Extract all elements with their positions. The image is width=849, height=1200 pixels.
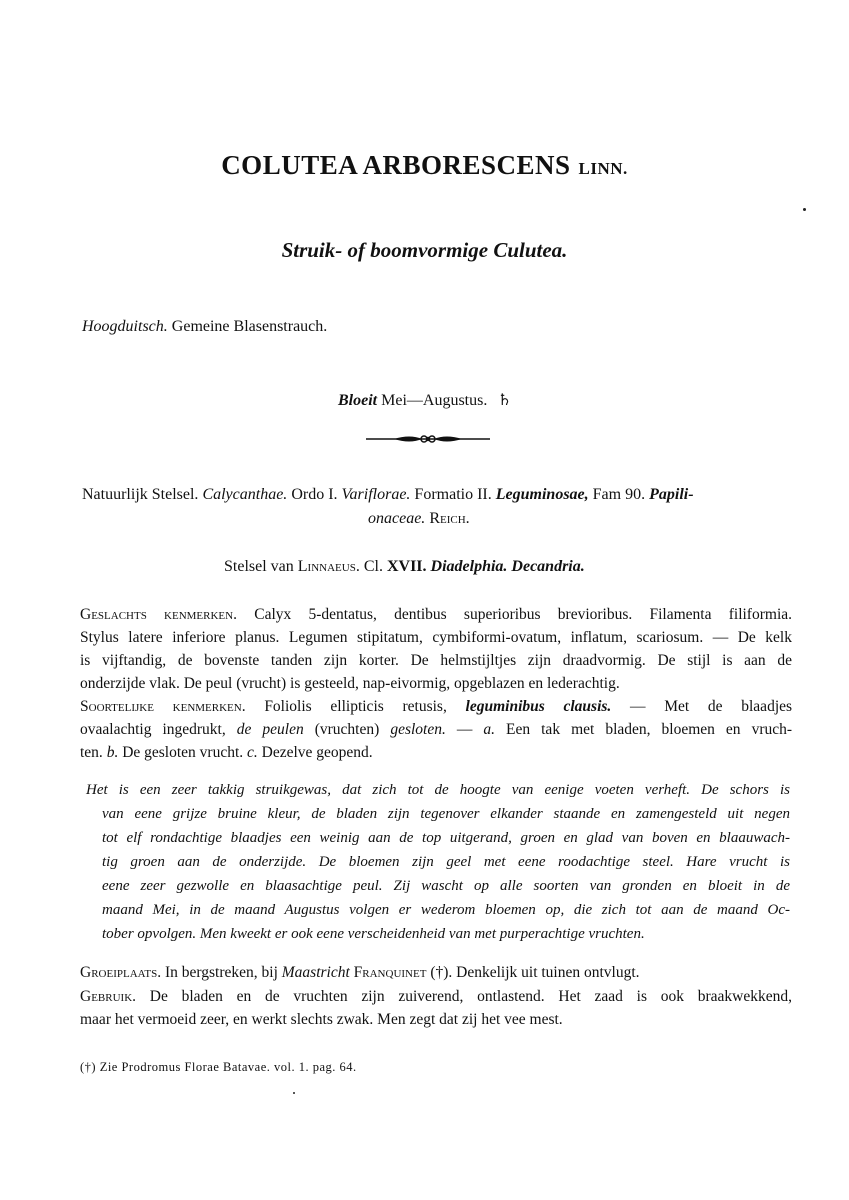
linnaeus-name: Linnaeus. [297,558,360,575]
description-line-2: van eene grijze bruine kleur, de bladen zijn tegenover elkander staande en zamengesteld uit negen [102,806,790,822]
footnote: (†) Zie Prodromus Florae Batavae. vol. 1. pag. 64. [80,1060,357,1074]
description-line-1: Het is een zeer takkig struikgewas, dat zich tot de hoogte van eenige voeten verheft. De schors is [86,782,790,798]
species-text-2g: Een tak met bladen, bloemen en vruch- [506,721,793,738]
fam-label: Fam [592,486,622,503]
german-name-label: Hoogduitsch. [82,318,168,335]
formatio-name: Leguminosae, [495,486,589,503]
figure-ref-c: c. [247,744,258,761]
genus-characters-label: Geslachts kenmerken. [80,606,237,623]
german-name-text: Gemeine Blasenstrauch. [171,318,328,335]
species-text-3a: ten. [80,744,103,761]
genus-characters-line-2: Stylus latere inferiore planus. Legumen stipitatum, cymbiformi-ovatum, inflatum, scariosum. — De kelk [80,629,792,646]
formatio-label: Formatio [414,486,474,503]
german-name-line [82,318,327,336]
species-text-3e: Dezelve geopend. [261,744,373,761]
description-line-6: maand Mei, in de maand Augustus volgen er wederom bloemen op, die zich tot aan de maand Oc- [102,902,790,918]
genus-characters-line-1 [80,606,792,624]
natural-system-line [82,486,694,504]
class-name: Diadelphia. [430,558,508,575]
natural-system-class: Calycanthae. [202,486,288,503]
description-line-7: tober opvolgen. Men kweekt er ook eene verscheidenheid van met purperachtige vruchten. [102,926,645,942]
habitat-text-2: (†). Denkelijk uit tuinen ontvlugt. [430,964,640,981]
species-text-2a: ovaalachtig ingedrukt, [80,721,226,738]
genus-characters-text-1: Calyx 5-dentatus, dentibus superioribus brevioribus. Filamenta filiformia. [254,606,793,623]
print-speck [803,208,806,211]
order-name: Decandria. [511,558,585,575]
bloom-line [338,390,512,410]
species-characters-line-2 [80,721,792,739]
bloom-period: Mei—Augustus. [381,392,488,409]
ordo-label: Ordo [291,486,325,503]
linnaeus-system-line [224,558,585,576]
description-line-5: eene zeer gezwolle en blaasachtige peul. Zij wascht op alle soorten van gronden en bloeit in de [102,878,790,894]
print-speck [293,1092,295,1094]
species-characters-line-3 [80,744,792,762]
species-text-2b: de peulen [236,721,304,738]
habitat-line [80,964,640,982]
class-label: Cl. [363,558,383,575]
dutch-name: Struik- of boomvormige Culutea. [281,238,568,262]
natural-system-label: Natuurlijk Stelsel. [82,486,199,503]
class-number: XVII. [386,558,427,575]
usage-line-1 [80,988,792,1006]
natural-system-line-2 [368,510,470,528]
species-dutch-text: — Met de blaadjes [630,698,793,715]
formatio-number: II. [477,486,492,503]
usage-label: Gebruik. [80,988,137,1005]
bloom-label: Bloeit [338,392,378,409]
fam-number: 90. [625,486,646,503]
figure-ref-b: b. [106,744,119,761]
description-line-3: tot elf rondachtige blaadjes een weinig aan de top uitgerand, groen en glad van boven en blaauwach- [102,830,790,846]
species-text-2c: (vruchten) [314,721,380,738]
saturn-symbol: ♄ [497,392,512,409]
genus-characters-line-3: is vijftandig, de bovenste tanden zijn korter. De helmstijltjes zijn draadvormig. De stijl is aan de [80,652,792,669]
species-text-2e: — [456,721,473,738]
page-title [0,150,849,181]
fam-name-part1: Papili- [649,486,694,503]
species-text-3c: De gesloten vrucht. [122,744,244,761]
reich-author: Reich. [429,510,470,527]
author-abbreviation: LINN. [578,159,628,178]
species-characters-label: Soortelijke kenmerken. [80,698,246,715]
habitat-label: Groeiplaats. [80,964,162,981]
ordo-number: I. [328,486,338,503]
species-name: COLUTEA ARBORESCENS [221,150,571,180]
species-text-2d: gesloten. [390,721,446,738]
fam-name-part2: onaceae. [368,510,426,527]
ordo-name: Variflorae. [341,486,411,503]
habitat-person: Franquinet [353,964,427,981]
genus-characters-line-4: onderzijde vlak. De peul (vrucht) is gesteeld, nap-eivormig, opgeblazen en lederachtig. [80,675,620,692]
usage-line-2: maar het vermoeid zeer, en werkt slechts zwak. Men zegt dat zij het vee mest. [80,1011,563,1028]
species-latin-text: Foliolis ellipticis retusis, [264,698,447,715]
habitat-text: In bergstreken, bij [164,964,278,981]
usage-text-1: De bladen en de vruchten zijn zuiverend, ontlastend. Het zaad is ook braakwekkend, [149,988,792,1005]
habitat-place: Maastricht [281,964,350,981]
species-latin-emphasis: leguminibus clausis. [465,698,612,715]
species-characters-line-1 [80,698,792,716]
description-line-4: tig groen aan de onderzijde. De bloemen zijn geel met eene roodachtige steel. Hare vrucht is [102,854,790,870]
linnaeus-system-label: Stelsel van [224,558,294,575]
ornament-divider-icon [366,432,490,446]
figure-ref-a: a. [483,721,495,738]
